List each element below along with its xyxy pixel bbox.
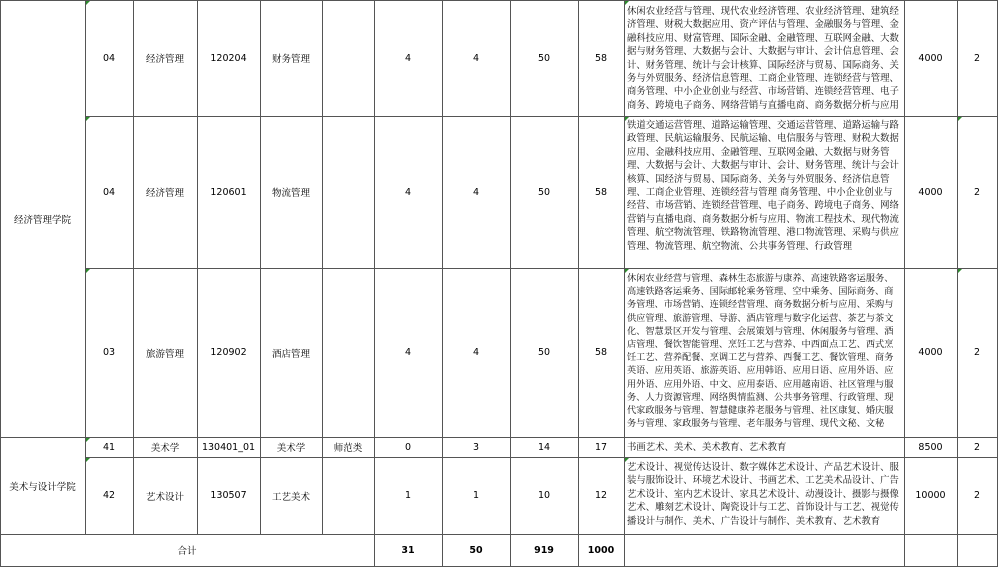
tuition: 4000	[918, 347, 943, 358]
category-name: 经济管理	[145, 188, 184, 199]
major-type	[322, 457, 374, 534]
eligible-majors: 艺术设计、视觉传达设计、数字媒体艺术设计、产品艺术设计、服装与服饰设计、环境艺术设计、书画艺术、工艺美术品设计、广告艺术设计、室内艺术设计、家具艺术设计、动漫设计、摄影与摄像艺术、雕刻艺术设计、陶瓷设计与工艺、首饰设计与工艺、视觉传播设计与制作、美术、广告设计与制作、美术教育、艺术教育	[627, 462, 899, 527]
category-code: 41	[102, 441, 116, 453]
major-name: 酒店管理	[271, 348, 310, 360]
major-type	[322, 268, 374, 437]
major-code: 130401_01	[201, 441, 256, 453]
tuition: 4000	[918, 52, 943, 64]
category-code: 04	[102, 186, 116, 198]
major-type	[322, 0, 374, 116]
eligible-majors: 铁道交通运营管理、道路运输管理、交通运营管理、道路运输与路政管理、民航运输服务、民航运输、电信服务与管理、财税大数据应用、金融科技应用、金融管理、互联网金融、大数据与财务管理、大数据与会计、大数据与审计、会计、财务管理、统计与会计核算、国经济与贸易、国际商务、关务与外贸服务、经济信息管理、工商企业管理、连锁经营与管理 商务管理、中小企业创业与经营、市场营销、连锁经营管理、电子商务、跨境电子商务、网络营销与直播电商、商务数据分析与应用、物流工程技术、现代物流管理、航空物流管理、铁路物流管理、港口物流管理、采购与供应管理、物流管理、航空物流、公共事务管理、行政管理	[627, 120, 899, 252]
category-name: 旅游管理	[145, 348, 184, 360]
major-name: 美术学	[276, 443, 306, 454]
total-count-3: 919	[534, 544, 554, 556]
category-name: 经济管理	[145, 54, 184, 65]
major-code: 120902	[210, 347, 247, 358]
category-name: 美术学	[150, 443, 180, 454]
plan-count-total: 12	[594, 490, 608, 501]
major-name: 工艺美术	[271, 491, 310, 503]
years: 2	[973, 347, 981, 358]
years: 2	[973, 186, 981, 198]
years: 2	[973, 490, 981, 501]
total-count-2: 50	[469, 544, 483, 556]
tuition: 10000	[915, 490, 946, 501]
major-type: 师范类	[333, 443, 363, 454]
major-code: 130507	[210, 490, 247, 501]
plan-count-1: 0	[404, 441, 412, 453]
college-cell: 美术与设计学院	[9, 481, 76, 493]
plan-count-2: 4	[472, 186, 480, 198]
eligible-majors: 休闲农业经营与管理、现代农业经济管理、农业经济管理、建筑经济管理、财税大数据应用、资产评估与管理、金融服务与管理、金融科技应用、财富管理、国际金融、金融管理、互联网金融、大数据与财务管理、大数据与会计、大数据与审计、会计信息管理、会计、财务管理、统计与会计核算、国际经济与贸易、国际商务、关务与外贸服务、经济信息管理、工商企业管理、连锁经营与管理、商务管理、中小企业创业与经营、市场营销、连锁经营管理、电子商务、跨境电子商务、网络营销与直播电商、商务数据分析与应用	[627, 6, 899, 111]
total-label: 合计	[177, 546, 197, 557]
plan-count-total: 58	[594, 347, 608, 358]
category-code: 42	[102, 490, 116, 501]
plan-count-3: 14	[537, 441, 551, 453]
plan-count-3: 10	[537, 490, 551, 501]
college-cell: 经济管理学院	[13, 214, 71, 226]
tuition: 8500	[918, 441, 943, 453]
total-count-1: 31	[401, 544, 415, 556]
major-name: 财务管理	[271, 54, 310, 65]
category-code: 03	[102, 347, 116, 358]
plan-count-total: 58	[594, 186, 608, 198]
plan-count-3: 50	[537, 52, 551, 64]
plan-count-2: 4	[472, 52, 480, 64]
years: 2	[973, 441, 981, 453]
plan-count-2: 1	[472, 490, 480, 501]
category-code: 04	[102, 52, 116, 64]
grid-line	[624, 0, 625, 567]
plan-count-total: 58	[594, 52, 608, 64]
major-code: 120204	[210, 52, 247, 64]
plan-count-1: 4	[404, 186, 412, 198]
major-code: 120601	[210, 186, 247, 198]
grid-line	[0, 566, 998, 567]
years: 2	[973, 52, 981, 64]
plan-count-3: 50	[537, 347, 551, 358]
major-type	[322, 116, 374, 268]
plan-count-2: 3	[472, 441, 480, 453]
plan-count-1: 4	[404, 52, 412, 64]
plan-count-3: 50	[537, 186, 551, 198]
plan-count-1: 4	[404, 347, 412, 358]
tuition: 4000	[918, 186, 943, 198]
plan-count-total: 17	[594, 441, 608, 453]
total-count-all: 1000	[587, 544, 615, 556]
plan-count-2: 4	[472, 347, 480, 358]
eligible-majors: 休闲农业经营与管理、森林生态旅游与康养、高速铁路客运服务、高速铁路客运乘务、国际邮轮乘务管理、空中乘务、国际商务、商务管理、市场营销、连锁经营管理、商务数据分析与应用、采购与供应管理、旅游管理、导游、酒店管理与数字化运营、茶艺与茶文化、智慧景区开发与管理、会展策划与管理、休闲服务与管理、酒店管理、餐饮智能管理、烹饪工艺与营养、中西面点工艺、西式烹饪工艺、营养配餐、烹调工艺与营养、西餐工艺、餐饮管理、商务英语、应用英语、旅游英语、应用韩语、应用日语、应用外语、应用外语、应用外语、中文、应用泰语、应用越南语、社区管理与服务、人力资源管理、网络舆情监测、公共事务管理、行政管理、现代家政服务与管理、智慧健康养老服务与管理、社区康复、婚庆服务与管理、家政服务与管理、老年服务与管理、现代文秘、文秘	[627, 273, 894, 430]
category-name: 艺术设计	[145, 491, 184, 503]
major-name: 物流管理	[271, 188, 310, 199]
plan-count-1: 1	[404, 490, 412, 501]
eligible-majors: 书画艺术、美术、美术教育、艺术教育	[627, 442, 787, 453]
